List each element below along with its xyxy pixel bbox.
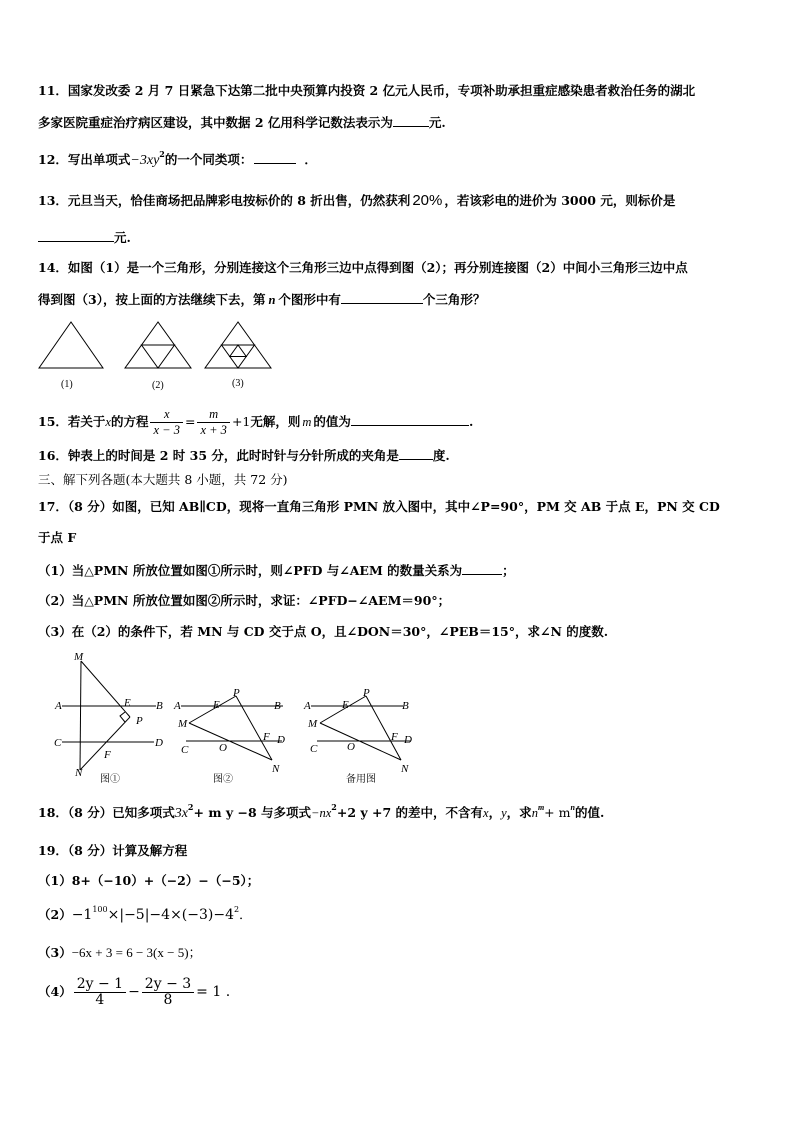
fig1-point-f: F <box>104 749 111 761</box>
fig1-point-n: N <box>75 767 83 779</box>
q17-part3: （3）在（2）的条件下，若 MN 与 CD 交于点 O，且∠DON＝30°，∠PEB＝15°，求∠N 的度数. <box>38 624 609 639</box>
q18-term3: −nx <box>311 806 332 820</box>
q13-percent: 20% <box>412 192 443 209</box>
fig2-point-e: E <box>213 699 220 711</box>
q19-title: 19．（8 分）计算及解方程 <box>38 843 188 858</box>
q17-part2: （2）当△PMN 所放位置如图②所示时，求证：∠PFD−∠AEM＝90°； <box>38 593 451 608</box>
q19-part2 <box>38 906 252 924</box>
q19-part4-minus: − <box>128 984 140 1000</box>
q14-line1: 14．如图（1）是一个三角形，分别连接这个三角形三边中点得到图（2）；再分别连接图（2）中间小三角形三边中点 <box>38 260 688 275</box>
q19-frac1-denominator: 4 <box>95 992 105 1008</box>
q15-text-d: 的值为 <box>313 414 351 429</box>
fig2-point-d: D <box>277 734 285 746</box>
q12-text-c: ． <box>304 152 317 167</box>
fig1-point-b: B <box>156 700 163 712</box>
fig1-point-e: E <box>124 697 131 709</box>
q13-text-b: ，若该彩电的进价为 3000 元，则标价是 <box>444 193 676 208</box>
fig3-point-p: P <box>363 687 370 699</box>
q15-text-e: . <box>468 414 474 429</box>
fig3-point-d: D <box>404 734 412 746</box>
q19-part4-result: = 1 . <box>196 984 231 1000</box>
q18-m-exp: n <box>570 803 575 812</box>
q18 <box>38 804 604 823</box>
fig3-point-o: O <box>347 741 355 753</box>
q17-part1-text: （1）当△PMN 所放位置如图①所示时，则∠PFD 与∠AEM 的数量关系为 <box>38 563 463 578</box>
fig2-point-c: C <box>181 744 189 756</box>
q14-answer-blank <box>341 290 423 304</box>
q15-frac1-numerator: x <box>150 407 182 423</box>
q12-text-b: 的一个同类项： <box>164 152 253 167</box>
fig2-point-a: A <box>174 700 181 712</box>
q16-text-b: 度. <box>432 448 450 463</box>
q19-part3-equation: −6x + 3 = 6 − 3(x − 5)； <box>71 945 202 960</box>
q14-n: n <box>268 293 276 307</box>
fig3-point-f: F <box>391 731 398 743</box>
q15-frac1-denominator: x − 3 <box>153 423 180 437</box>
q19-part1: （1）8+（−10）+（−2）−（−5）； <box>38 873 260 888</box>
fig3-point-e: E <box>342 699 349 711</box>
fig1-point-c: C <box>54 737 62 749</box>
q18-term3-exp: 2 <box>331 802 337 812</box>
q16-answer-blank <box>399 446 433 460</box>
fig2-point-f: F <box>263 731 270 743</box>
q15-var-m: m <box>302 415 312 429</box>
fig3-caption: 备用图 <box>346 774 376 785</box>
fig3-point-n: N <box>401 763 409 775</box>
q15-plus-one: +1 <box>231 414 251 429</box>
q14-figure2-inner-triangle <box>142 345 175 368</box>
q15-frac2-numerator: m <box>197 407 229 423</box>
q13-line1 <box>38 192 675 210</box>
q19-part3-label: （3） <box>38 945 72 960</box>
q17-part1-end: ； <box>502 563 515 578</box>
fig2-point-b: B <box>274 700 281 712</box>
fig2-point-m: M <box>178 718 188 730</box>
q15-fraction-1 <box>150 407 182 438</box>
q16 <box>38 446 450 465</box>
fig1-point-m: M <box>74 651 84 663</box>
q18-text-end: 的值. <box>574 805 605 820</box>
fig1-point-d: D <box>155 737 163 749</box>
fig2-point-o: O <box>219 742 227 754</box>
q15-frac2-denominator: x + 3 <box>200 423 227 437</box>
q14-line2 <box>38 290 485 309</box>
q14-label-1: (1) <box>61 379 73 390</box>
q13-unit: 元. <box>114 230 131 245</box>
q14-text-a: 得到图（3），按上面的方法继续下去，第 <box>38 292 266 307</box>
q14-text-c: 个三角形？ <box>422 292 486 307</box>
fig2-caption: 图② <box>213 774 233 785</box>
q14-figure3-inner-triangle <box>230 345 247 357</box>
q12-exponent: 2 <box>159 149 165 159</box>
q19-frac2-numerator: 2y − 3 <box>142 977 194 993</box>
q19-part3 <box>38 944 202 962</box>
q19-part2-end: ． <box>239 907 252 922</box>
q19-part4 <box>38 972 230 1012</box>
q15-var-x: x <box>105 415 111 429</box>
q18-var-y: y <box>501 806 507 820</box>
q18-term1: 3x <box>174 806 188 821</box>
q19-part2-exp: 100 <box>92 905 108 914</box>
q14-text-b: 个图形中有 <box>278 292 341 307</box>
q18-m-base: + m <box>544 805 571 820</box>
q15-equals: = <box>184 414 196 429</box>
fig3-point-m: M <box>308 718 318 730</box>
q15-text-b: 的方程 <box>110 414 149 429</box>
q17-line1: 17．（8 分）如图，已知 AB∥CD，现将一直角三角形 PMN 放入图中，其中∠P=90°，PM 交 AB 于点 E，PN 交 CD <box>38 499 720 514</box>
fig1-segment-mp <box>81 661 130 717</box>
fig1-point-a: A <box>55 700 62 712</box>
q13-text-a: 13．元旦当天，恰佳商场把品牌彩电按标价的 8 折出售，仍然获利 <box>38 193 411 208</box>
q11-unit: 元. <box>428 115 446 130</box>
q19-part2-exp2: 2 <box>234 905 240 914</box>
section-heading: 三、解下列各题(本大题共 8 小题，共 72 分) <box>38 472 288 487</box>
fig1-right-angle-mark <box>120 712 125 722</box>
q14-triangle-figures <box>34 318 284 394</box>
fig3-point-c: C <box>310 743 318 755</box>
q19-part4-fraction-2 <box>142 977 194 1008</box>
q13-line2 <box>38 228 131 247</box>
q18-term4: +2 y +7 的差中，不含有 <box>336 805 484 820</box>
q12-monomial: −3xy <box>130 153 160 168</box>
q18-text-find: ，求 <box>506 805 532 820</box>
fig1-segment-pn <box>80 717 130 770</box>
q15-text-a: 15．若关于 <box>38 414 106 429</box>
q14-label-2: (2) <box>152 380 164 391</box>
q15 <box>38 402 473 442</box>
q18-comma: ， <box>488 805 502 820</box>
q14-figure1-triangle <box>39 322 103 368</box>
q15-answer-blank <box>351 412 469 426</box>
q19-part4-label: （4） <box>38 984 72 999</box>
fig1-segment-mn <box>80 661 81 770</box>
q15-fraction-2 <box>197 407 229 438</box>
q17-part1 <box>38 561 515 580</box>
q19-frac1-numerator: 2y − 1 <box>74 977 126 993</box>
q11-answer-blank <box>393 113 429 127</box>
fig3-point-a: A <box>304 700 311 712</box>
q18-var-x: x <box>483 806 489 820</box>
q12-text-a: 12．写出单项式 <box>38 152 131 167</box>
fig3-point-b: B <box>402 700 409 712</box>
q11-line2 <box>38 113 446 132</box>
q18-n-exp: m <box>537 803 545 812</box>
fig2-point-p: P <box>233 687 240 699</box>
fig1-point-p: P <box>136 715 143 727</box>
q13-answer-blank <box>38 228 114 242</box>
q17-part1-blank <box>462 561 502 575</box>
q18-n-base: n <box>531 806 538 820</box>
q11-text: 多家医院重症治疗病区建设，其中数据 2 亿用科学记数法表示为 <box>38 115 393 130</box>
q11-line1: 11．国家发改委 2 月 7 日紧急下达第二批中央预算内投资 2 亿元人民币，专项补助承担重症感染患者救治任务的湖北 <box>38 83 696 98</box>
q12-answer-blank <box>254 150 296 164</box>
q18-term2: + m y −8 与多项式 <box>193 805 312 820</box>
q12 <box>38 150 317 170</box>
q14-label-3: (3) <box>232 378 244 389</box>
fig2-point-n: N <box>272 763 280 775</box>
q19-part4-fraction-1 <box>74 977 126 1008</box>
q16-text-a: 16．钟表上的时间是 2 时 35 分，此时时针与分针所成的夹角是 <box>38 448 399 463</box>
q18-term1-exp: 2 <box>187 802 194 812</box>
q18-text-a: 18．（8 分）已知多项式 <box>38 805 175 820</box>
q19-part2-body: ×|−5|−4×(−3)−4 <box>107 907 234 923</box>
fig1-caption: 图① <box>100 774 120 785</box>
q17-geometry-figures <box>48 648 428 788</box>
q17-line2: 于点 F <box>38 530 77 545</box>
q19-part2-base: −1 <box>71 907 93 923</box>
q19-frac2-denominator: 8 <box>163 992 173 1008</box>
q15-text-c: 无解，则 <box>250 414 301 429</box>
q19-part2-label: （2） <box>38 907 72 922</box>
